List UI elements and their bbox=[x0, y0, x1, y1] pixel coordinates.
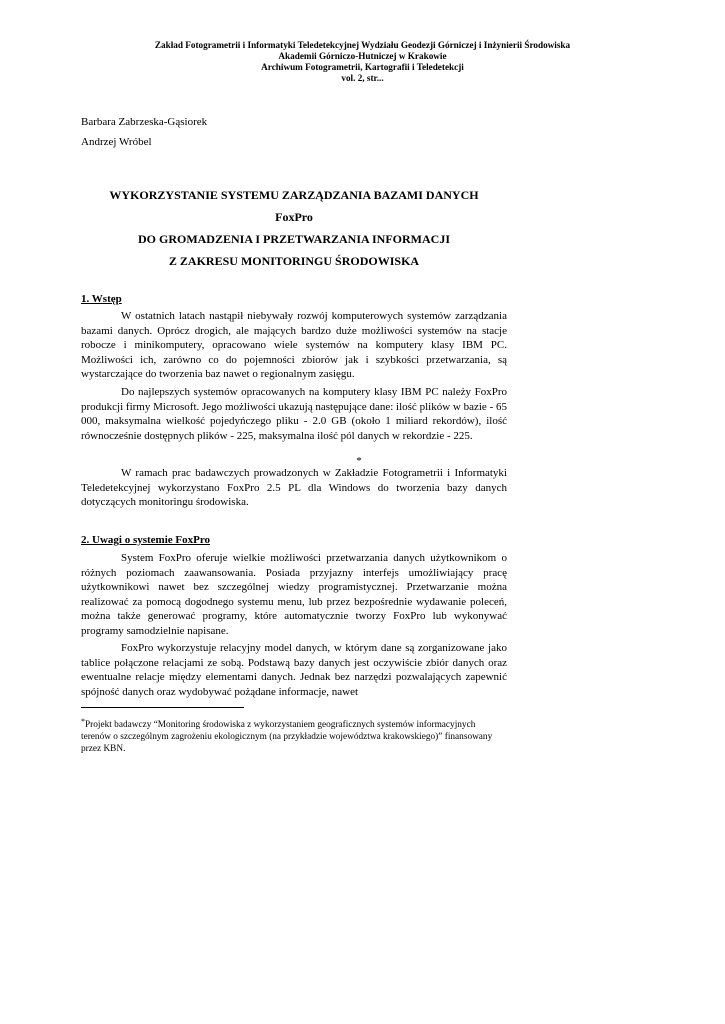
intro-paragraph-1: W ostatnich latach nastąpił niebywały rozwój komputerowych systemów zarządzania bazami danych. Oprócz drogich, ale mających bardzo duże możliwości systemów na stacje robocze i minikomputery, opracowano wiele systemów na komputery klasy IBM PC. Możliwości ich, zarówno co do pojemności zbiorów jak i szybkości przetwarzania, są wystarczające do tworzenia baz nawet o regionalnym zasięgu. bbox=[81, 310, 507, 380]
title-line: WYKORZYSTANIE SYSTEMU ZARZĄDZANIA BAZAMI DANYCH bbox=[109, 188, 479, 202]
author-list bbox=[81, 112, 207, 152]
title-line: FoxPro bbox=[275, 210, 313, 224]
footnote-marker: * bbox=[81, 717, 85, 726]
title-line: Z ZAKRESU MONITORINGU ŚRODOWISKA bbox=[168, 254, 420, 268]
author-name: Barbara Zabrzeska-Gąsiorek bbox=[81, 116, 208, 128]
intro-paragraph-2: Do najlepszych systemów opracowanych na komputery klasy IBM PC należy FoxPro produkcji firmy Microsoft. Jego możliwości ukazują następujące dane: ilość plików w bazie - 65 000, maksymalna wielkość pojedyńczego pliku - 2.0 GB (około 1 miliard rekordów), ilość równocześnie dostępnych plików - 225, maksymalna ilość pól danych w rekordzie - 225. bbox=[81, 386, 507, 442]
footnote-text: Projekt badawczy “Monitoring środowiska z wykorzystaniem geograficznych systemów informacyjnych terenów o szczególnym zagrożeniu ekologicznym (na przykładzie województwa krakowskiego)” finansowany przez KBN. bbox=[81, 720, 493, 754]
journal-header bbox=[60, 40, 665, 84]
footnote bbox=[81, 716, 507, 755]
header-line-institute: Zakład Fotogrametrii i Informatyki Teledetekcyjnej Wydziału Geodezji Górniczej i Inżynierii Środowiska bbox=[154, 40, 571, 50]
intro-paragraph-3: W ramach prac badawczych prowadzonych w Zakładzie Fotogrametrii i Informatyki Teledetekcyjnej wykorzystano FoxPro 2.5 PL dla Windows do tworzenia bazy danych dotyczących monitoringu środowiska. bbox=[81, 467, 507, 508]
section-heading-foxpro: 2. Uwagi o systemie FoxPro bbox=[81, 534, 211, 546]
section-heading-intro: 1. Wstęp bbox=[81, 293, 122, 305]
header-line-journal: Archiwum Fotogrametrii, Kartografii i Teledetekcji bbox=[261, 62, 464, 72]
footnote-divider bbox=[81, 707, 244, 708]
title-line: DO GROMADZENIA I PRZETWARZANIA INFORMACJI bbox=[137, 232, 451, 246]
foxpro-paragraph-2: FoxPro wykorzystuje relacyjny model danych, w którym dane są zorganizowane jako tablice połączone relacjami ze sobą. Podstawą bazy danych jest oczywiście zbiór danych oraz ewentualne relacje między elementami danych. Jednak bez narzędzi pozwalających zapewnić spójność danych oraz wydobywać pożądane informacje, nawet bbox=[81, 642, 507, 698]
author-name: Andrzej Wróbel bbox=[81, 136, 152, 148]
paper-title bbox=[81, 184, 507, 272]
section-separator-asterisk: * bbox=[356, 455, 362, 467]
foxpro-paragraph-1: System FoxPro oferuje wielkie możliwości przetwarzania danych użytkownikom o różnych poziomach zaawansowania. Posiada przyjazny interfejs umożliwiający pracę użytkownikowi nawet bez szczególnej wiedzy programistycznej. Przetwarzanie można realizować za pomocą dogodnego systemu menu, lub przez bezpośrednie wydawanie poleceń, można także generować programy, które automatycznie tworzy FoxPro lub wykonywać programy samodzielnie napisane. bbox=[81, 552, 507, 637]
header-line-academy: Akademii Górniczo-Hutniczej w Krakowie bbox=[278, 51, 447, 61]
header-line-volume: vol. 2, str... bbox=[341, 73, 384, 83]
